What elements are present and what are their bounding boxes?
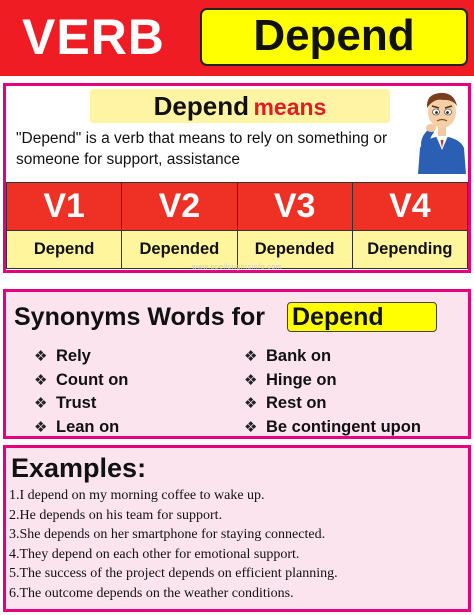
- means-label: means: [253, 94, 327, 120]
- verb-label: VERB: [22, 9, 165, 65]
- diamond-bullet-icon: ❖: [244, 395, 258, 412]
- synonym-text: Rely: [56, 347, 91, 365]
- form-value-v4: Depending: [352, 231, 467, 269]
- diamond-bullet-icon: ❖: [34, 371, 48, 389]
- form-label-v3: V3: [237, 183, 352, 231]
- confused-man-icon: [416, 88, 468, 174]
- synonyms-title: Synonyms Words for: [14, 303, 265, 331]
- definition-text: "Depend" is a verb that means to rely on something or someone for support, assistance: [16, 130, 388, 168]
- list-item: [244, 416, 421, 440]
- form-label-v2: V2: [122, 183, 237, 231]
- list-item: [34, 345, 128, 369]
- form-label-v1: V1: [7, 183, 122, 231]
- list-item: [244, 369, 421, 393]
- example-item: 1.I depend on my morning coffee to wake up.: [9, 488, 265, 503]
- diamond-bullet-icon: ❖: [244, 371, 258, 389]
- examples-list: [9, 486, 338, 603]
- synonym-text: Hinge on: [266, 370, 337, 389]
- example-item: 5.The success of the project depends on efficient planning.: [9, 566, 338, 581]
- example-item: 2.He depends on his team for support.: [9, 507, 223, 523]
- synonym-text: Trust: [56, 394, 97, 412]
- synonyms-list-right: [244, 345, 421, 439]
- header-banner: [0, 0, 474, 76]
- synonym-text: Rest on: [266, 394, 327, 412]
- meaning-panel: [3, 83, 471, 273]
- form-value-v1: Depend: [7, 231, 122, 269]
- watermark: www.spellsrightsinfo.com: [191, 264, 283, 271]
- example-item: 6.The outcome depends on the weather conditions.: [9, 585, 294, 601]
- list-item: [244, 345, 421, 369]
- means-heading: [90, 89, 390, 123]
- diamond-bullet-icon: ❖: [244, 418, 258, 436]
- list-item: [34, 369, 128, 393]
- synonym-text: Count on: [56, 370, 129, 389]
- example-item: 4.They depend on each other for emotional support.: [9, 546, 300, 562]
- diamond-bullet-icon: ❖: [244, 348, 258, 365]
- diamond-bullet-icon: ❖: [34, 348, 48, 365]
- diamond-bullet-icon: ❖: [34, 395, 48, 412]
- list-item: [34, 416, 128, 440]
- synonyms-list-left: [34, 345, 128, 439]
- examples-panel: [3, 445, 471, 612]
- form-value-v3: Depended: [237, 231, 352, 269]
- means-word: Depend: [153, 91, 249, 121]
- synonym-text: Be contingent upon: [266, 417, 421, 436]
- header-word: Depend: [200, 8, 468, 66]
- form-label-v4: V4: [352, 183, 467, 231]
- diamond-bullet-icon: ❖: [34, 418, 48, 436]
- synonym-text: Bank on: [266, 347, 332, 365]
- synonym-text: Lean on: [56, 417, 120, 436]
- synonyms-word: Depend: [287, 302, 437, 332]
- examples-title: Examples:: [11, 453, 147, 483]
- list-item: [34, 392, 128, 416]
- example-item: 3.She depends on her smartphone for staying connected.: [9, 527, 326, 542]
- form-value-v2: Depended: [122, 231, 237, 269]
- synonyms-panel: [3, 289, 471, 439]
- verb-forms-table: [6, 182, 468, 269]
- list-item: [244, 392, 421, 416]
